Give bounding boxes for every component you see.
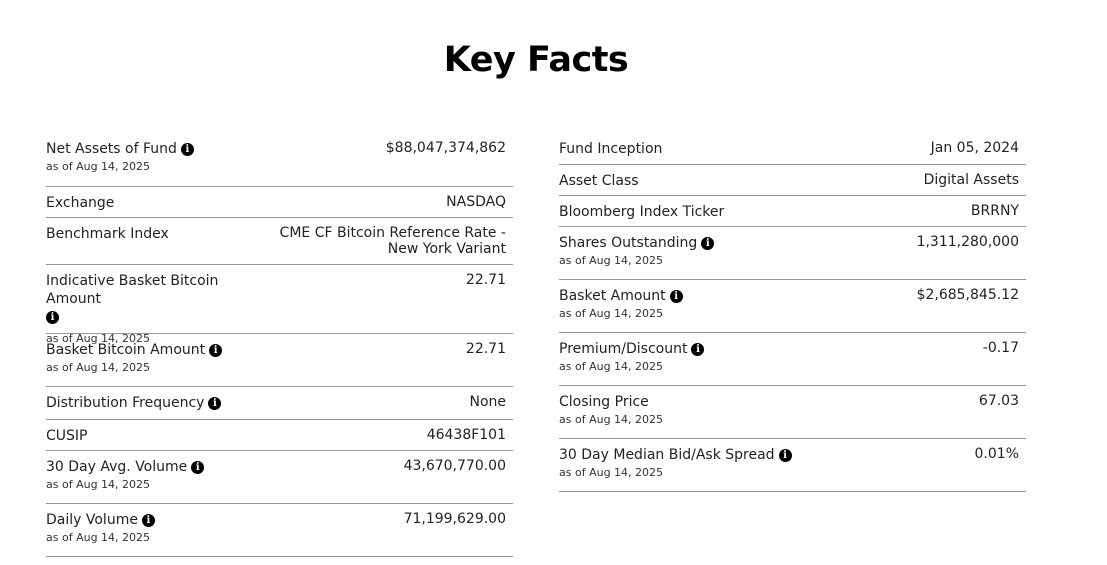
- fact-label: Closing Price: [559, 394, 649, 410]
- fact-value: 1,311,280,000: [916, 234, 1019, 250]
- fact-label: Basket Bitcoin Amount: [46, 342, 206, 358]
- fact-label: 30 Day Median Bid/Ask Spread: [559, 447, 775, 463]
- info-icon[interactable]: i: [191, 461, 204, 474]
- key-facts-left-column: [46, 133, 513, 557]
- fact-row-30-day-avg-volume: [46, 451, 513, 504]
- fact-row-bid-ask-spread: [559, 439, 1026, 492]
- page-title: Key Facts: [443, 40, 629, 80]
- as-of-date: as of Aug 14, 2025: [46, 531, 151, 544]
- fact-value: CME CF Bitcoin Reference Rate - New York Variant: [279, 225, 506, 257]
- info-icon[interactable]: i: [209, 344, 222, 357]
- fact-value: NASDAQ: [446, 194, 506, 210]
- fact-row-fund-inception: [559, 133, 1026, 165]
- info-icon[interactable]: i: [691, 343, 704, 356]
- fact-value: $88,047,374,862: [385, 140, 506, 156]
- fact-row-basket-amount: [559, 280, 1026, 333]
- fact-label: Premium/Discount: [559, 341, 688, 357]
- fact-label: Bloomberg Index Ticker: [559, 204, 725, 220]
- info-icon[interactable]: i: [181, 143, 194, 156]
- fact-value: 0.01%: [974, 446, 1019, 462]
- fact-value: Digital Assets: [923, 172, 1019, 188]
- fact-label: Daily Volume: [46, 512, 138, 528]
- fact-label: 30 Day Avg. Volume: [46, 459, 188, 475]
- info-icon[interactable]: i: [208, 397, 221, 410]
- fact-label: Indicative Basket Bitcoin Amount: [46, 273, 219, 307]
- fact-row-premium-discount: [559, 333, 1026, 386]
- as-of-date: as of Aug 14, 2025: [46, 361, 151, 374]
- fact-value: BRRNY: [970, 203, 1019, 219]
- as-of-date: as of Aug 14, 2025: [559, 307, 664, 320]
- fact-value: Jan 05, 2024: [930, 140, 1019, 156]
- info-icon[interactable]: i: [670, 290, 683, 303]
- fact-label: CUSIP: [46, 428, 88, 444]
- fact-label: Fund Inception: [559, 141, 663, 157]
- fact-label: Asset Class: [559, 173, 639, 189]
- info-icon[interactable]: i: [701, 237, 714, 250]
- as-of-date: as of Aug 14, 2025: [559, 466, 664, 479]
- fact-label: Shares Outstanding: [559, 235, 698, 251]
- fact-value: 22.71: [465, 272, 506, 288]
- fact-row-closing-price: [559, 386, 1026, 439]
- fact-value: 22.71: [465, 341, 506, 357]
- fact-value: 43,670,770.00: [403, 458, 506, 474]
- fact-label: Benchmark Index: [46, 226, 169, 242]
- fact-value: 67.03: [978, 393, 1019, 409]
- fact-row-benchmark-index: [46, 218, 513, 265]
- fact-row-bloomberg-ticker: [559, 196, 1026, 227]
- fact-value: $2,685,845.12: [916, 287, 1019, 303]
- fact-row-asset-class: [559, 165, 1026, 196]
- fact-value: -0.17: [982, 340, 1019, 356]
- fact-value: None: [469, 394, 506, 410]
- fact-row-basket-bitcoin: [46, 334, 513, 387]
- as-of-date: as of Aug 14, 2025: [559, 360, 664, 373]
- fact-row-distribution-frequency: [46, 387, 513, 420]
- fact-row-shares-outstanding: [559, 227, 1026, 280]
- fact-row-cusip: [46, 420, 513, 451]
- fact-row-daily-volume: [46, 504, 513, 557]
- fact-value: 71,199,629.00: [403, 511, 506, 527]
- as-of-date: as of Aug 14, 2025: [46, 160, 151, 173]
- fact-row-net-assets: [46, 133, 513, 187]
- fact-row-indicative-basket: [46, 265, 513, 345]
- fact-label: Distribution Frequency: [46, 395, 205, 411]
- fact-label: Basket Amount: [559, 288, 666, 304]
- key-facts-right-column: [559, 133, 1026, 492]
- as-of-date: as of Aug 14, 2025: [46, 332, 151, 345]
- as-of-date: as of Aug 14, 2025: [559, 254, 664, 267]
- fact-label: Exchange: [46, 195, 115, 211]
- as-of-date: as of Aug 14, 2025: [46, 478, 151, 491]
- info-icon[interactable]: i: [779, 449, 792, 462]
- info-icon[interactable]: i: [46, 311, 59, 324]
- fact-label: Net Assets of Fund: [46, 141, 177, 157]
- fact-value: 46438F101: [426, 427, 506, 443]
- as-of-date: as of Aug 14, 2025: [559, 413, 664, 426]
- info-icon[interactable]: i: [142, 514, 155, 527]
- fact-row-exchange: [46, 187, 513, 218]
